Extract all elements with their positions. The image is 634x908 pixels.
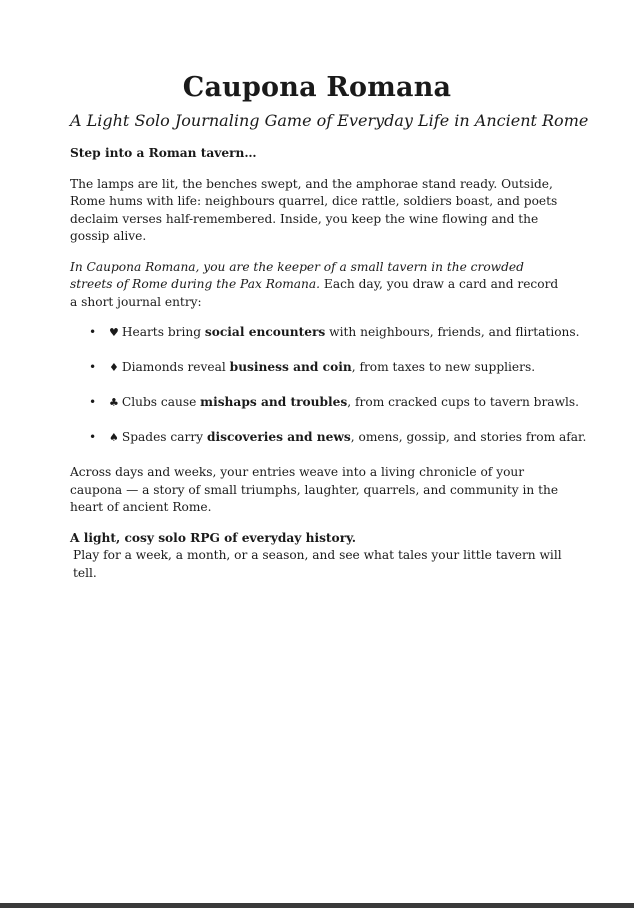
suit-text-before: Clubs cause <box>121 395 201 409</box>
document-title: Caupona Romana <box>182 72 452 103</box>
suit-text-after: with neighbours, friends, and flirtations. <box>325 325 580 339</box>
suit-text-after: , from cracked cups to tavern brawls. <box>347 395 580 409</box>
suit-text-bold: mishaps and troubles <box>200 395 348 409</box>
document-page <box>70 72 589 582</box>
spade-suit-icon: ♠ <box>109 431 119 444</box>
list-item-clubs <box>70 394 580 412</box>
suit-text-before: Spades carry <box>121 430 207 444</box>
document-subtitle: A Light Solo Journaling Game of Everyday Life in Ancient Rome <box>70 111 589 130</box>
list-item-spades <box>70 429 587 447</box>
suit-text-bold: social encounters <box>204 325 326 339</box>
chronicle-paragraph: Across days and weeks, your entries weave into a living chronicle of your caupona — a story of small triumphs, laughter, quarrels, and community in the heart of ancient Rome. <box>70 465 559 514</box>
club-suit-icon: ♣ <box>109 396 119 409</box>
suit-text-before: Diamonds reveal <box>121 360 230 374</box>
closing-title: A light, cosy solo RPG of everyday history. <box>70 530 357 545</box>
suit-text-after: , omens, gossip, and stories from afar. <box>350 430 587 444</box>
list-item-diamonds <box>70 359 564 377</box>
intro-paragraph: The lamps are lit, the benches swept, and the amphorae stand ready. Outside, Rome hums with life: neighbours quarrel, dice rattle, soldiers boast, and poets declaim verses half-remembered. Inside, you keep the wine flowing and the gossip alive. <box>70 176 558 243</box>
bullet-icon: • <box>89 395 97 409</box>
suit-text-bold: discoveries and news <box>206 430 351 444</box>
setup-rest-text: Each day, you draw a card and record a short journal entry: <box>70 277 559 309</box>
lead-line: Step into a Roman tavern… <box>70 146 257 160</box>
bullet-icon: • <box>89 360 97 374</box>
closing-body: Play for a week, a month, or a season, and see what tales your little tavern will tell. <box>73 548 562 580</box>
setup-italic-text: In Caupona Romana, you are the keeper of a small tavern in the crowded streets of Rome during the Pax Romana. <box>70 259 524 291</box>
suit-text-before: Hearts bring <box>121 325 205 339</box>
heart-suit-icon: ♥ <box>109 326 119 339</box>
suit-list <box>70 324 587 447</box>
suit-text-after: , from taxes to new suppliers. <box>351 360 536 374</box>
suit-text-bold: business and coin <box>229 360 352 374</box>
diamond-suit-icon: ♦ <box>109 361 119 374</box>
bullet-icon: • <box>89 325 97 339</box>
list-item-hearts <box>70 324 580 342</box>
setup-paragraph <box>70 259 564 312</box>
bottom-edge-bar <box>0 903 634 908</box>
bullet-icon: • <box>89 430 97 444</box>
